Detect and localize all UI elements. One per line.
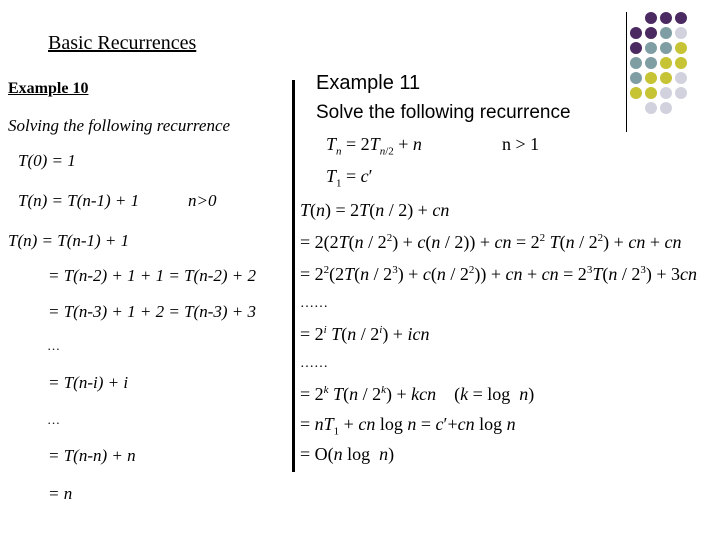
decorative-dot [630, 57, 642, 69]
derivation-ellipsis-2: … [48, 412, 60, 427]
derivation-line-4: = T(n-i) + i [48, 373, 129, 392]
decorative-dot [660, 102, 672, 114]
decorative-dot [645, 102, 657, 114]
example10-label: Example 10 [8, 80, 89, 97]
ex11-step-6: = $nT_1$ + cn log n = c′+cn log n [300, 414, 516, 438]
decorative-dot [645, 57, 657, 69]
vertical-divider [292, 80, 295, 472]
decorative-dot [645, 27, 657, 39]
decorative-dot [630, 42, 642, 54]
decorative-dot [660, 27, 672, 39]
decorative-dot [675, 12, 687, 24]
decorative-dot [660, 12, 672, 24]
decorative-dot [645, 12, 657, 24]
recurrence-condition: n>0 [188, 191, 217, 210]
ex11-step-4: = $2^i$ $T(n / 2^i)$ + icn [300, 324, 430, 344]
decorative-dot [630, 87, 642, 99]
decorative-dot [675, 57, 687, 69]
decorative-dot [645, 72, 657, 84]
decorative-dot [645, 87, 657, 99]
recurrence-step: T(n) = T(n-1) + 1 [18, 191, 140, 210]
example11-intro: Solve the following recurrence [316, 102, 571, 123]
derivation-line-5: = T(n-n) + n [48, 446, 136, 465]
ex11-ellipsis-2: …… [300, 356, 328, 371]
decorative-dot [630, 27, 642, 39]
decor-line [626, 12, 627, 132]
derivation-line-2: = T(n-2) + 1 + 1 = T(n-2) + 2 [48, 266, 256, 285]
decorative-dot [675, 42, 687, 54]
ex11-condition: n > 1 [502, 134, 540, 154]
decorative-dot [645, 42, 657, 54]
ex11-result: = O(n log n) [300, 444, 395, 464]
derivation-line-1: T(n) = T(n-1) + 1 [8, 231, 130, 250]
example11-label: Example 11 [316, 72, 421, 94]
decorative-dot [675, 72, 687, 84]
recurrence-base: T(0) = 1 [18, 151, 76, 170]
decorative-dot [660, 57, 672, 69]
decorative-dot [660, 72, 672, 84]
decorative-dot [660, 42, 672, 54]
ex11-step-1: T(n) = 2T(n / 2) + cn [300, 200, 450, 220]
ex11-step-5: = $2^k$ $T(n / 2^k)$ + kcn (k = log n) [300, 384, 535, 404]
ex11-recurrence: $T_n = 2T_{n/2} + n$ [326, 134, 422, 158]
ex11-step-3: = $2^2(2T(n / 2^3) + c(n / 2^2))$ + cn + cn = $2^3T(n / 2^3) + 3cn$ [300, 264, 697, 284]
derivation-ellipsis-1: … [48, 338, 60, 353]
decorative-dot [675, 87, 687, 99]
decorative-dot [660, 87, 672, 99]
decorative-dot [675, 27, 687, 39]
page-title: Basic Recurrences [48, 32, 197, 54]
derivation-result: = n [48, 484, 73, 503]
ex11-step-2: = $2(2T(n / 2^2) + c(n / 2))$ + cn = $2^2$ $T(n / 2^2)$ + cn + cn [300, 232, 682, 252]
ex11-ellipsis-1: …… [300, 296, 328, 311]
example10-intro: Solving the following recurrence [8, 116, 231, 135]
ex11-base: $T_1 = c'$ [326, 166, 373, 190]
derivation-line-3: = T(n-3) + 1 + 2 = T(n-3) + 3 [48, 302, 256, 321]
decorative-dot [630, 72, 642, 84]
